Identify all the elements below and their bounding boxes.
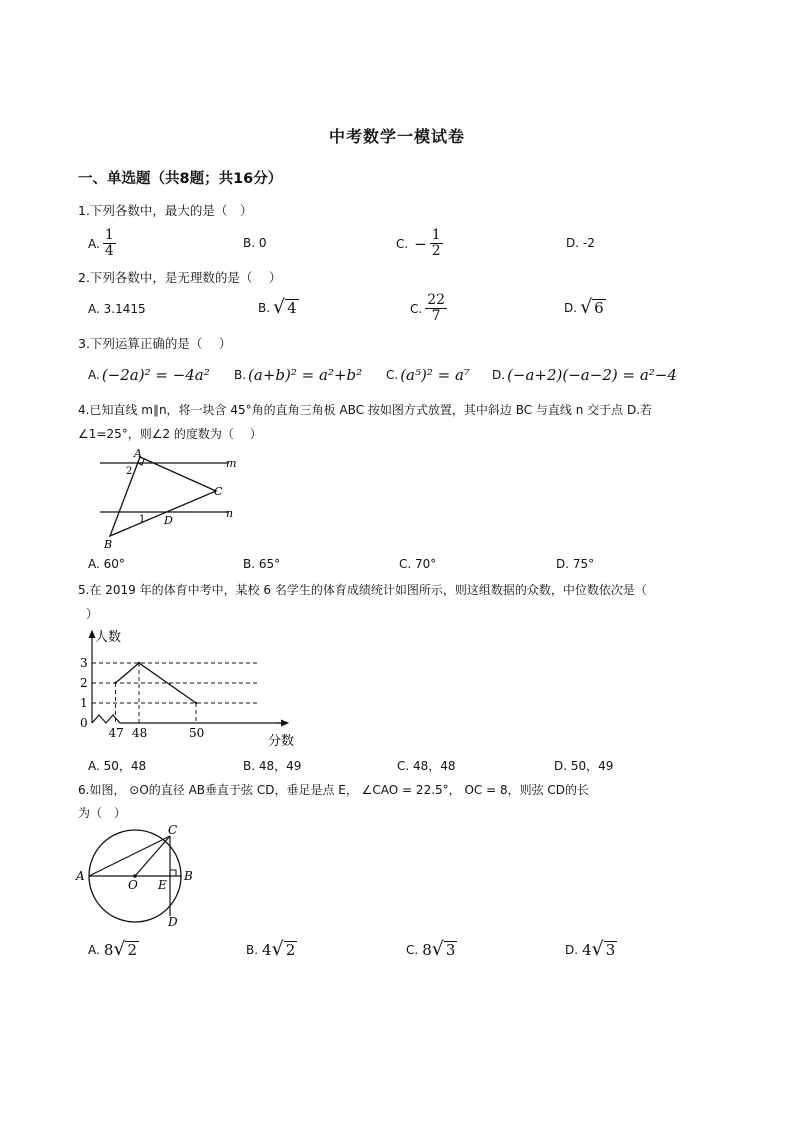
x-tick-label: 50 xyxy=(189,726,205,740)
q6-option-c[interactable]: C. 8 √ 3 xyxy=(406,938,456,960)
q6-option-b[interactable]: B. 4 √ 2 xyxy=(246,938,296,960)
label-n: n xyxy=(226,507,234,520)
square-root: √ 2 xyxy=(113,938,138,960)
question-3-stem: 3.下列运算正确的是（ ） xyxy=(78,336,232,351)
question-6-stem-line-2: 为（ ） xyxy=(78,806,127,820)
y-tick-label: 2 xyxy=(80,676,88,690)
q5-option-c[interactable]: C. 48，48 xyxy=(397,759,456,773)
q5-option-a[interactable]: A. 50，48 xyxy=(88,759,147,773)
y-tick-label: 3 xyxy=(80,656,88,670)
question-4-stem-line-1: 4.已知直线 m∥n，将一块含 45°角的直角三角板 ABC 按如图方式放置，其中斜边 BC 与直线 n 交于点 D.若 xyxy=(78,403,653,417)
question-6-stem-line-1: 6.如图， ⊙O的直径 AB垂直于弦 CD，垂足是点 E， ∠CAO = 22.5°， OC = 8，则弦 CD的长 xyxy=(78,783,590,797)
segment-oc xyxy=(135,836,170,876)
fraction: $\frac{1}{4}$ xyxy=(104,227,114,259)
score-frequency-chart xyxy=(72,625,312,753)
circle-chord-figure xyxy=(72,822,212,930)
fraction: $\frac{1}{2}$ xyxy=(431,227,441,259)
q1-option-a[interactable]: A. $\frac{1}{4}$ xyxy=(88,227,114,259)
q3-option-a[interactable]: A. (−2a)² = −4a² xyxy=(88,366,210,384)
segment-ac xyxy=(89,836,170,876)
q2-option-d[interactable]: D. √ 6 xyxy=(564,296,604,318)
label-a: A xyxy=(134,447,142,460)
data-point xyxy=(195,702,197,704)
q2-option-c[interactable]: C. $\frac{22}{7}$ xyxy=(410,292,446,324)
label-c: C xyxy=(214,485,223,498)
y-tick-label: 0 xyxy=(80,716,88,730)
q4-option-a[interactable]: A. 60° xyxy=(88,557,125,571)
question-5-stem-line-1: 5.在 2019 年的体育中考中，某校 6 名学生的体育成绩统计如图所示，则这组数据的众数，中位数依次是（ xyxy=(78,583,647,597)
q4-option-b[interactable]: B. 65° xyxy=(243,557,281,571)
q4-option-c[interactable]: C. 70° xyxy=(399,557,437,571)
label-e: E xyxy=(158,878,167,892)
x-tick-label: 48 xyxy=(132,726,148,740)
q6-option-d[interactable]: D. 4 √ 3 xyxy=(565,938,616,960)
square-root: √ 4 xyxy=(273,296,297,318)
q3-option-d[interactable]: D. (−a+2)(−a−2) = a²−4 xyxy=(492,366,677,384)
question-4-stem-line-2: ∠1=25°，则∠2 的度数为（ ） xyxy=(78,427,262,441)
x-tick-label: 47 xyxy=(108,726,124,740)
label-m: m xyxy=(226,457,237,470)
angle-1-label: 1 xyxy=(139,514,146,525)
question-1-stem: 1.下列各数中，最大的是（ ） xyxy=(78,203,253,218)
q2-option-a[interactable]: A. 3.1415 xyxy=(88,302,146,316)
q6-option-a[interactable]: A. 8 √ 2 xyxy=(88,938,138,960)
square-root: √ 3 xyxy=(431,938,456,960)
y-tick-label: 1 xyxy=(80,696,88,710)
q5-option-d[interactable]: D. 50，49 xyxy=(554,759,614,773)
label-c: C xyxy=(168,823,178,837)
label-d: D xyxy=(168,915,178,929)
x-axis-with-break xyxy=(92,715,286,723)
q1-option-c[interactable]: C. − $\frac{1}{2}$ xyxy=(396,227,441,259)
y-axis-label: 人数 xyxy=(95,630,122,645)
right-angle-mark xyxy=(170,870,176,876)
label-b: B xyxy=(104,538,113,551)
page-title: 中考数学一模试卷 xyxy=(328,127,465,146)
q5-option-b[interactable]: B. 48，49 xyxy=(243,759,302,773)
x-axis-label: 分数 xyxy=(268,734,295,749)
q1-option-b[interactable]: B. 0 xyxy=(243,236,267,250)
triangle-parallel-lines-figure xyxy=(96,446,246,552)
data-point xyxy=(138,662,140,664)
angle-2-label: 2 xyxy=(126,466,133,477)
label-o: O xyxy=(128,878,138,892)
fraction: $\frac{22}{7}$ xyxy=(427,292,446,324)
q1-option-d[interactable]: D. -2 xyxy=(566,236,595,250)
label-b: B xyxy=(184,869,193,883)
question-5-stem-line-2: ） xyxy=(86,607,99,621)
label-d: D xyxy=(164,514,173,527)
q4-option-d[interactable]: D. 75° xyxy=(556,557,595,571)
square-root: √ 3 xyxy=(591,938,616,960)
data-point xyxy=(114,682,116,684)
question-2-stem: 2.下列各数中，是无理数的是（ ） xyxy=(78,270,282,285)
square-root: √ 6 xyxy=(580,296,604,318)
q3-option-b[interactable]: B. (a+b)² = a²+b² xyxy=(234,366,363,384)
q3-option-c[interactable]: C. (a⁵)² = a⁷ xyxy=(386,366,470,384)
label-a: A xyxy=(76,869,85,883)
square-root: √ 2 xyxy=(271,938,296,960)
q2-option-b[interactable]: B. √ 4 xyxy=(258,296,297,318)
section-heading: 一、单选题（共8题；共16分） xyxy=(78,171,283,187)
